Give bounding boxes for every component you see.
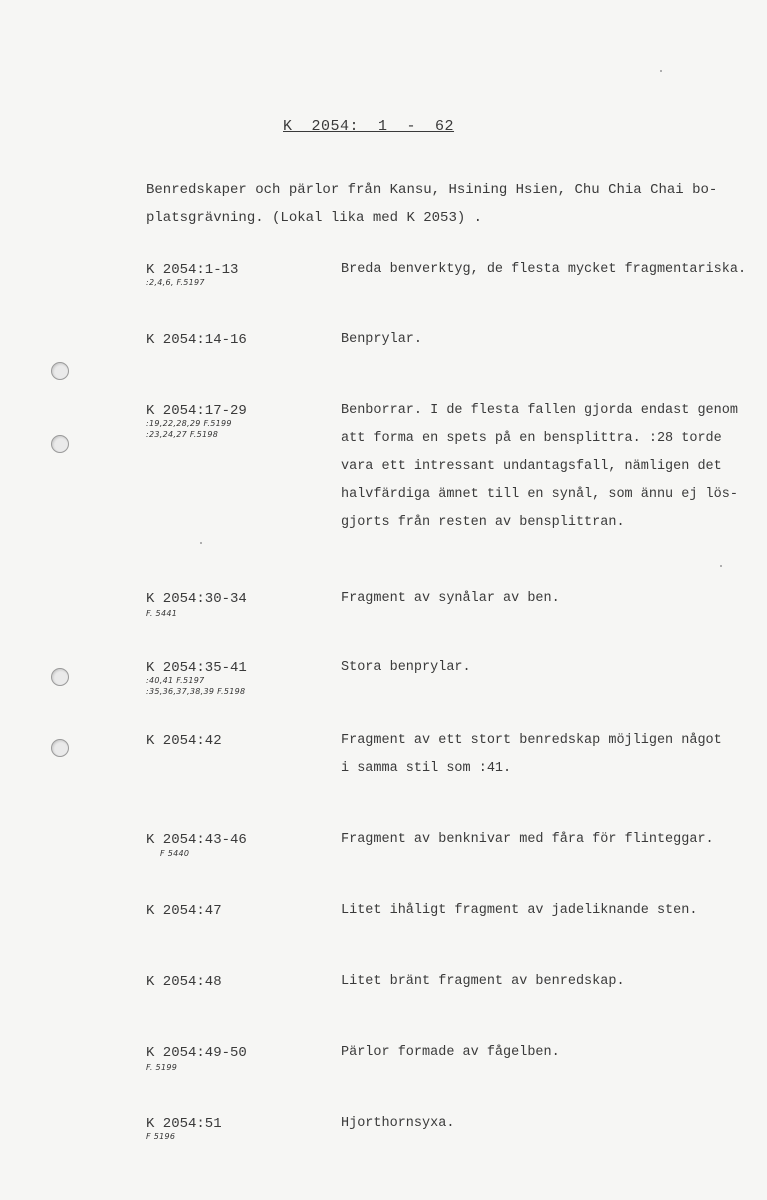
handwritten-note: :40,41 F.5197 bbox=[146, 676, 205, 685]
description-line: Litet ihåligt fragment av jadeliknande sten. bbox=[341, 903, 698, 918]
entry-code: K 2054:17-29 bbox=[146, 403, 247, 419]
handwritten-note: :2,4,6, F.5197 bbox=[146, 278, 205, 287]
punch-hole bbox=[51, 668, 69, 686]
entry-description bbox=[341, 968, 761, 996]
entry-code: K 2054:51 bbox=[146, 1116, 222, 1132]
handwritten-note: :23,24,27 F.5198 bbox=[146, 430, 219, 439]
entry-description bbox=[341, 1039, 761, 1067]
entry-description bbox=[341, 585, 761, 613]
handwritten-note: :19,22,28,29 F.5199 bbox=[146, 419, 232, 428]
description-line: Litet bränt fragment av benredskap. bbox=[341, 974, 625, 989]
entry-description bbox=[341, 826, 761, 854]
entry-description bbox=[341, 1110, 761, 1138]
description-line: att forma en spets på en bensplittra. :28 torde bbox=[341, 431, 722, 446]
description-line: Stora benprylar. bbox=[341, 660, 471, 675]
entry-description bbox=[341, 727, 761, 783]
punch-hole bbox=[51, 362, 69, 380]
entry-code: K 2054:30-34 bbox=[146, 591, 247, 607]
intro-line: platsgrävning. (Lokal lika med K 2053) . bbox=[146, 210, 483, 226]
entry-code: K 2054:47 bbox=[146, 903, 222, 919]
entry-code: K 2054:49-50 bbox=[146, 1045, 247, 1061]
description-line: Hjorthornsyxa. bbox=[341, 1116, 455, 1131]
entry-code: K 2054:14-16 bbox=[146, 332, 247, 348]
entry-code: K 2054:48 bbox=[146, 974, 222, 990]
catalog-header: K 2054: 1 - 62 bbox=[283, 118, 455, 135]
intro-paragraph bbox=[146, 176, 746, 232]
handwritten-note: F. 5441 bbox=[146, 609, 178, 618]
paper-speck bbox=[660, 70, 662, 72]
entry-description bbox=[341, 326, 761, 354]
description-line: Benborrar. I de flesta fallen gjorda endast genom bbox=[341, 403, 738, 418]
description-line: Benprylar. bbox=[341, 332, 423, 347]
description-line: Fragment av ett stort benredskap möjligen något bbox=[341, 733, 722, 748]
description-line: vara ett intressant undantagsfall, nämligen det bbox=[341, 459, 722, 474]
paper-speck bbox=[200, 542, 202, 544]
description-line: halvfärdiga ämnet till en synål, som ännu ej lös- bbox=[341, 487, 738, 502]
punch-hole bbox=[51, 739, 69, 757]
description-line: i samma stil som :41. bbox=[341, 761, 512, 776]
entry-description bbox=[341, 397, 761, 537]
description-line: Breda benverktyg, de flesta mycket fragmentariska. bbox=[341, 262, 747, 277]
handwritten-note: F 5440 bbox=[160, 849, 190, 858]
description-line: gjorts från resten av bensplittran. bbox=[341, 515, 625, 530]
entry-description bbox=[341, 897, 761, 925]
entry-code: K 2054:43-46 bbox=[146, 832, 247, 848]
intro-line: Benredskaper och pärlor från Kansu, Hsining Hsien, Chu Chia Chai bo- bbox=[146, 182, 718, 198]
entry-description bbox=[341, 654, 761, 682]
entry-description bbox=[341, 256, 761, 284]
handwritten-note: F 5196 bbox=[146, 1132, 176, 1141]
paper-speck bbox=[720, 565, 722, 567]
description-line: Fragment av benknivar med fåra för flinteggar. bbox=[341, 832, 714, 847]
handwritten-note: :35,36,37,38,39 F.5198 bbox=[146, 687, 246, 696]
description-line: Fragment av synålar av ben. bbox=[341, 591, 560, 606]
entry-code: K 2054:35-41 bbox=[146, 660, 247, 676]
entry-code: K 2054:42 bbox=[146, 733, 222, 749]
description-line: Pärlor formade av fågelben. bbox=[341, 1045, 560, 1060]
handwritten-note: F. 5199 bbox=[146, 1063, 178, 1072]
punch-hole bbox=[51, 435, 69, 453]
entry-code: K 2054:1-13 bbox=[146, 262, 239, 278]
